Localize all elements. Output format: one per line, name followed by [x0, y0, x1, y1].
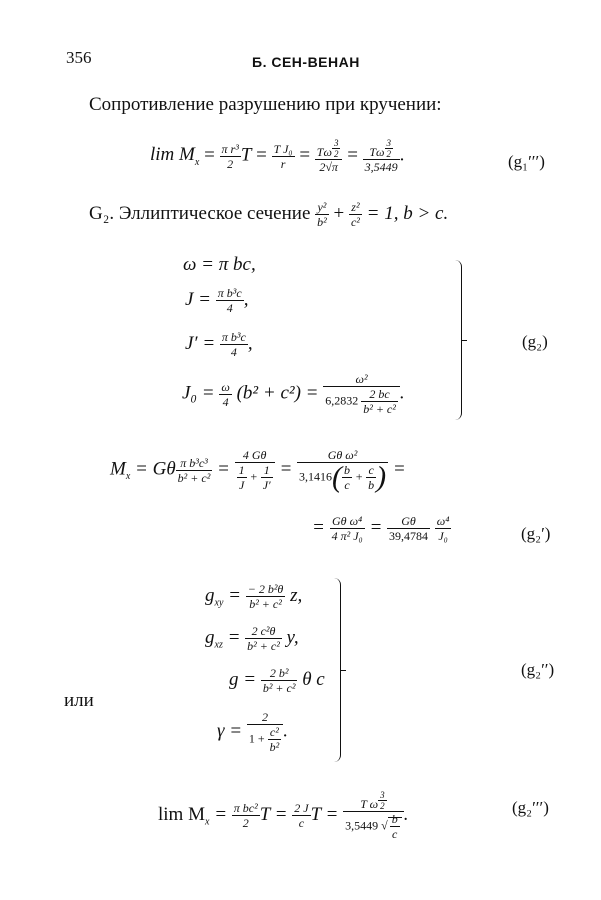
equation-g2-triple-prime: $\lim M_x$ = $\frac{\text{π bc²}}{2}$ T = $\frac{2 J}{c}$ T = T ω $^{\frac{3}{2}}$ 3,5449 √ $\frac{b}{c}$ .: [158, 790, 409, 841]
system-g2-line-3: J′ = $\frac{\text{π b³c}}{4}$ ,: [185, 330, 253, 359]
fraction-tomega-3-5449: Tω $^{\frac{3}{2}}$ 3,5449: [364, 138, 398, 174]
section-g2-heading: G₂. Эллиптическое сечение $\frac{\text{y²}}{\text{b²}}$ + $\frac{\text{z²}}{\text{c²}}$ = 1, b > c.: [89, 200, 449, 229]
system-g2pp-line-1: $g_{xy}$ = $\frac{\text{− 2 b²θ}}{\text{b² + c²}}$ z,: [205, 582, 303, 611]
lim-mx: $\lim M_x$: [150, 144, 200, 169]
page-number: 356: [66, 48, 92, 67]
system-g2-line-4: J₀ = $\frac{\omega}{4}$ (b² + c²) = ω² 6,2832 $\frac{2 bc}{\text{b² + c²}}$ .: [182, 372, 405, 416]
equation-g2-prime-line-2: = $\frac{\text{Gθ ω⁴}}{\text{4 π² J₀}}$ = $\frac{G\theta}{39,4784}$ $\frac{\text{ω⁴}}{\text{J₀}}$: [312, 514, 450, 543]
tag-g2-double-prime: (g₂′′): [521, 660, 555, 679]
fraction-tj0-r: $\frac{\text{T J₀}}{r}$: [273, 141, 293, 171]
system-g2-line-2: J = $\frac{\text{π b³c}}{4}$ ,: [185, 286, 249, 315]
equation-g1-triple-prime: $\lim M_x$ = $\frac{\text{π r³}}{2}$ T = $\frac{\text{T J₀}}{r}$ = Tω $^{\frac{3}{2}}$ 2√π = Tω $^{\frac{3}{2}}$ 3,5449 .: [150, 138, 405, 174]
brace-g2pp: [334, 578, 348, 762]
fraction-pi-r3: $\frac{\text{π r³}}{2}$: [221, 141, 239, 171]
tag-g2: (g₂): [522, 332, 548, 351]
tag-g2-triple-prime: (g₂′′′): [512, 798, 549, 817]
tag-g2-prime: (g₂′): [521, 524, 551, 543]
system-g2pp-line-3: g = $\frac{\text{2 b²}}{\text{b² + c²}}$ θ c: [229, 666, 325, 695]
tag-g1-triple-prime: (g₁′′′): [508, 152, 545, 171]
system-g2-line-1: ω = π bc,: [183, 254, 256, 275]
brace-g2: [455, 260, 469, 420]
fraction-tomega-sqrtpi: Tω $^{\frac{3}{2}}$ 2√π: [315, 138, 343, 174]
running-title: Б. СЕН-ВЕНАН: [252, 54, 360, 70]
torsion-text: Сопротивление разрушению при кручении:: [89, 94, 442, 115]
or-label: или: [64, 690, 94, 711]
system-g2pp-line-4: γ = 2 1 + $\frac{\text{c²}}{\text{b²}}$ .: [217, 710, 288, 754]
equation-g2-prime-line-1: $M_x = G\theta$ $\frac{\text{π b³c³}}{\text{b² + c²}}$ = 4 Gθ $\frac{1}{J}$ + $\frac{1}{J'}$ = Gθ ω² 3,1416( $\frac{b}{c}$ + $\frac{c}{b}$ ) =: [110, 448, 406, 494]
system-g2pp-line-2: $g_{xz}$ = $\frac{\text{2 c²θ}}{\text{b² + c²}}$ y,: [205, 624, 299, 653]
